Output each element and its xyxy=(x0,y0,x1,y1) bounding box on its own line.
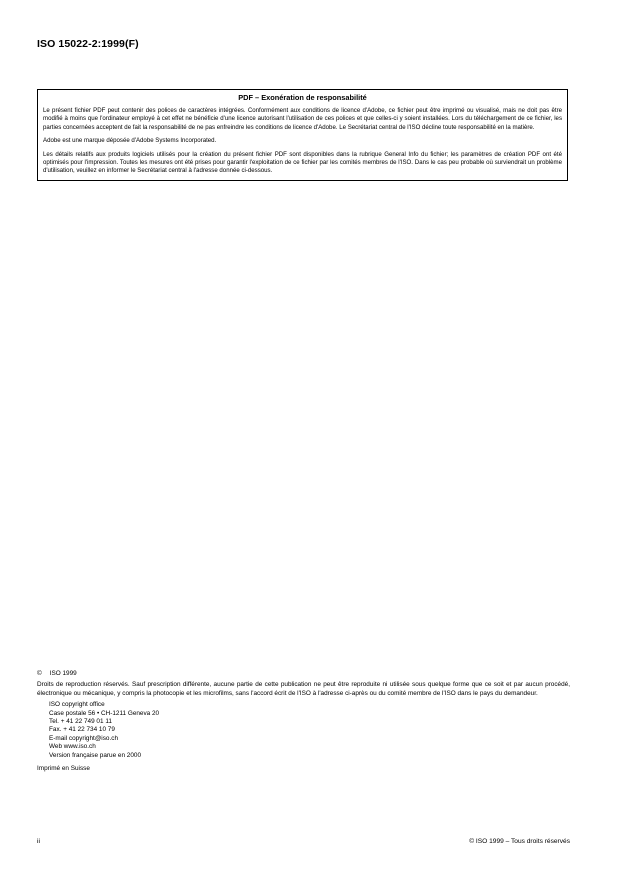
disclaimer-paragraph: Les détails relatifs aux produits logiciels utilisés pour la création du présent fichier PDF sont disponibles dans la rubrique General Info du fichier; les paramètres de création PDF ont été optimisés pour l'impression. Toutes les mesures ont été prises pour garantir l'exploitation de ce fichier par les comités membres de l'ISO. Dans le cas peu probable où surviendrait un problème d'utilisation, veuillez en informer le Secrétariat central à l'adresse donnée ci-dessous. xyxy=(43,150,562,175)
copyright-line xyxy=(37,670,570,678)
page-footer xyxy=(37,838,570,845)
printed-in: Imprimé en Suisse xyxy=(37,765,90,773)
document-identifier: ISO 15022-2:1999(F) xyxy=(37,38,139,50)
copyright-section xyxy=(37,670,570,773)
address-line: Web www.iso.ch xyxy=(49,743,96,751)
disclaimer-paragraph: Le présent fichier PDF peut contenir des polices de caractères intégrées. Conformément aux conditions de licence d'Adobe, ce fichier peut être imprimé ou visualisé, mais ne doit pas être modifié à moins que l'ordinateur employé à cet effet ne bénéficie d'une licence autorisant l'utilisation de ces polices et que celles-ci y soient installées. Lors du téléchargement de ce fichier, les parties concernées acceptent de fait la responsabilité de ne pas enfreindre les conditions de licence d'Adobe. Le Secrétariat central de l'ISO décline toute responsabilité en la matière. xyxy=(43,107,562,131)
disclaimer-paragraph: Adobe est une marque déposée d'Adobe Systems Incorporated. xyxy=(43,137,217,145)
pdf-disclaimer-box xyxy=(37,89,568,181)
copyright-symbol: © xyxy=(37,670,42,677)
address-line: ISO copyright office xyxy=(49,701,105,709)
address-line: Fax. + 41 22 734 10 79 xyxy=(49,726,115,734)
address-line: Version française parue en 2000 xyxy=(49,751,142,759)
address-line: Tel. + 41 22 749 01 11 xyxy=(49,718,112,726)
copyright-rights-text: Droits de reproduction réservés. Sauf prescription différente, aucune partie de cette publication ne peut être reproduite ni utilisée sous quelque forme que ce soit et par aucun procédé, électronique ou mécanique, y compris la photocopie et les microfilms, sans l'accord écrit de l'ISO à l'adresse ci-après ou du comité membre de l'ISO dans le pays du demandeur. xyxy=(37,681,570,697)
copyright-year: ISO 1999 xyxy=(49,670,77,677)
address-line: Case postale 56 • CH-1211 Geneva 20 xyxy=(49,709,160,717)
page-number: ii xyxy=(37,838,40,845)
disclaimer-title: PDF – Exonération de responsabilité xyxy=(238,93,367,102)
footer-rights-notice: © ISO 1999 – Tous droits réservés xyxy=(469,838,570,845)
address-line: E-mail copyright@iso.ch xyxy=(49,734,118,742)
copyright-office-address xyxy=(37,701,570,760)
